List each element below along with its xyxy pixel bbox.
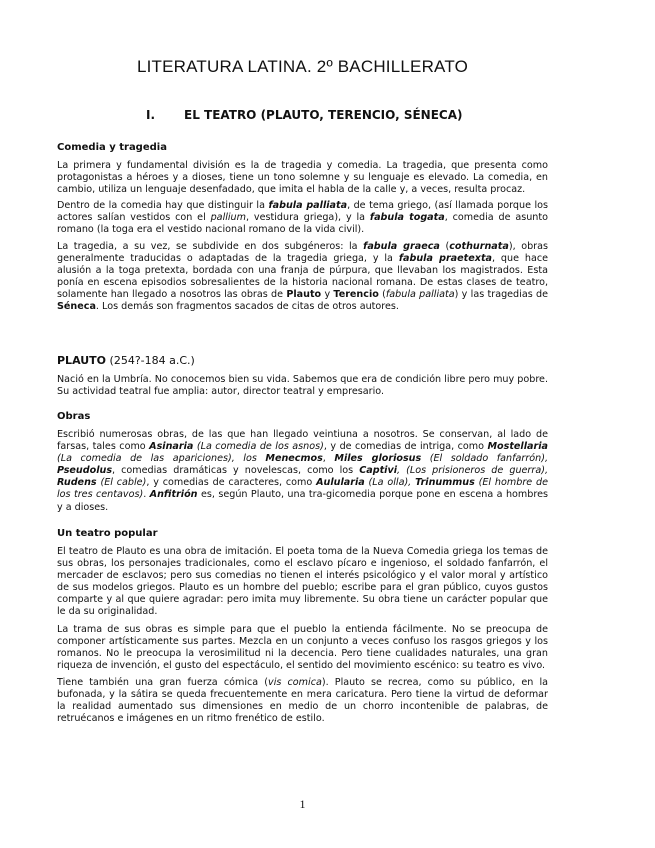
teatro-heading: Un teatro popular: [57, 528, 158, 539]
plauto-block: [57, 354, 548, 398]
teatro-paragraph-2: La trama de sus obras es simple para que el pueblo la entienda fácilmente. No se preocupa de componer artísticamente sus partes. Mezcla en un conjunto a veces confuso los rasgos griegos y los romanos. No le preocupa la verosimilitud ni la decencia. Pero tiene cualidades naturales, una gran riqueza de invención, el gusto del espectáculo, el sentido del movimiento escénico: su teatro es vivo.: [57, 623, 548, 671]
comedia-heading: Comedia y tragedia: [57, 142, 167, 153]
obras-block: [57, 410, 548, 514]
obras-paragraph: Escribió numerosas obras, de las que han llegado veintiuna a nosotros. Se conservan, al lado de farsas, tales como Asinaria (La comedia de los asnos), y de comedias de intriga, como Mostellaria (La comedia de las apariciones), los Menecmos, Miles gloriosus (El soldado fanfarrón), Pseudolus, comedias dramáticas y novelescas, como los Captivi, (Los prisioneros de guerra), Rudens (El cable), y comedias de caracteres, como Aulularia (La olla), Trinummus (El hombre de los tres centavos). Anfitrión es, según Plauto, una tra-gicomedia porque pone en escena a hombres y a dioses.: [57, 429, 549, 513]
teatro-paragraph-3: Tiene también una gran fuerza cómica (vis comica). Plauto se recrea, como su público, en la bufonada, y la sátira se queda frecuentemente en mera caricatura. Pero tiene la virtud de deformar la realidad aumentado sus dimensiones en medio de un chorro incontenible de palabras, de retruécanos e imágenes en un ritmo frenético de estilo.: [57, 676, 549, 725]
plauto-heading: PLAUTO (254?-184 a.C.): [57, 354, 195, 367]
page-number: 1: [299, 797, 306, 811]
comedia-block: [57, 141, 548, 313]
section-title: EL TEATRO (PLAUTO, TERENCIO, SÉNECA): [184, 108, 463, 122]
comedia-paragraph-1: La primera y fundamental división es la de tragedia y comedia. La tragedia, que presenta como protagonistas a héroes y a dioses, tiene un tono solemne y su lenguaje es elevado. La comedia, en cambio, utiliza un lenguaje desenfadado, que imita el habla de la calle y, a veces, resulta procaz.: [57, 160, 548, 196]
plauto-paragraph: Nació en la Umbría. No conocemos bien su vida. Sabemos que era de condición libre pero muy pobre. Su actividad teatral fue amplia: autor, director teatral y empresario.: [57, 374, 548, 398]
comedia-paragraph-2: Dentro de la comedia hay que distinguir la fabula palliata, de tema griego, (así llamada porque los actores salían vestidos con el pallium, vestidura griega), y la fabula togata, comedia de asunto romano (la toga era el vestido nacional romano de la vida civil).: [57, 200, 549, 236]
obras-heading: Obras: [57, 411, 91, 422]
teatro-block: [57, 527, 548, 725]
section-number: I.: [146, 108, 156, 122]
teatro-paragraph-1: El teatro de Plauto es una obra de imitación. El poeta toma de la Nueva Comedia griega los temas de sus obras, los personajes tradicionales, como el esclavo pícaro e ingenioso, el soldado fanfarrón, el mercader de esclavos; pero sus comedias no tienen el interés psicológico y el valor moral y artístico de sus modelos griegos. Plauto es un hombre del pueblo; escribe para el gran público, cuyos gustos comparte y al que quiere agradar: pero imita muy libremente. Su obra tiene un carácter popular que le da su originalidad.: [57, 546, 548, 618]
document-title: LITERATURA LATINA. 2º BACHILLERATO: [136, 57, 469, 76]
comedia-paragraph-3: La tragedia, a su vez, se subdivide en dos subgéneros: la fabula graeca (cothurnata), obras generalmente traducidas o adaptadas de la tragedia griega, y la fabula praetexta, que hace alusión a la toga pretexta, bordada con una franja de púrpura, que llevaban los magistrados. Esta ponía en escena episodios sobresalientes de la historia nacional romana. De estas clases de teatro, solamente han llegado a nosotros las obras de Plauto y Terencio (fabula palliata) y las tragedias de Séneca. Los demás son fragmentos sacados de citas de otros autores.: [57, 240, 549, 313]
section-heading: [146, 108, 462, 122]
